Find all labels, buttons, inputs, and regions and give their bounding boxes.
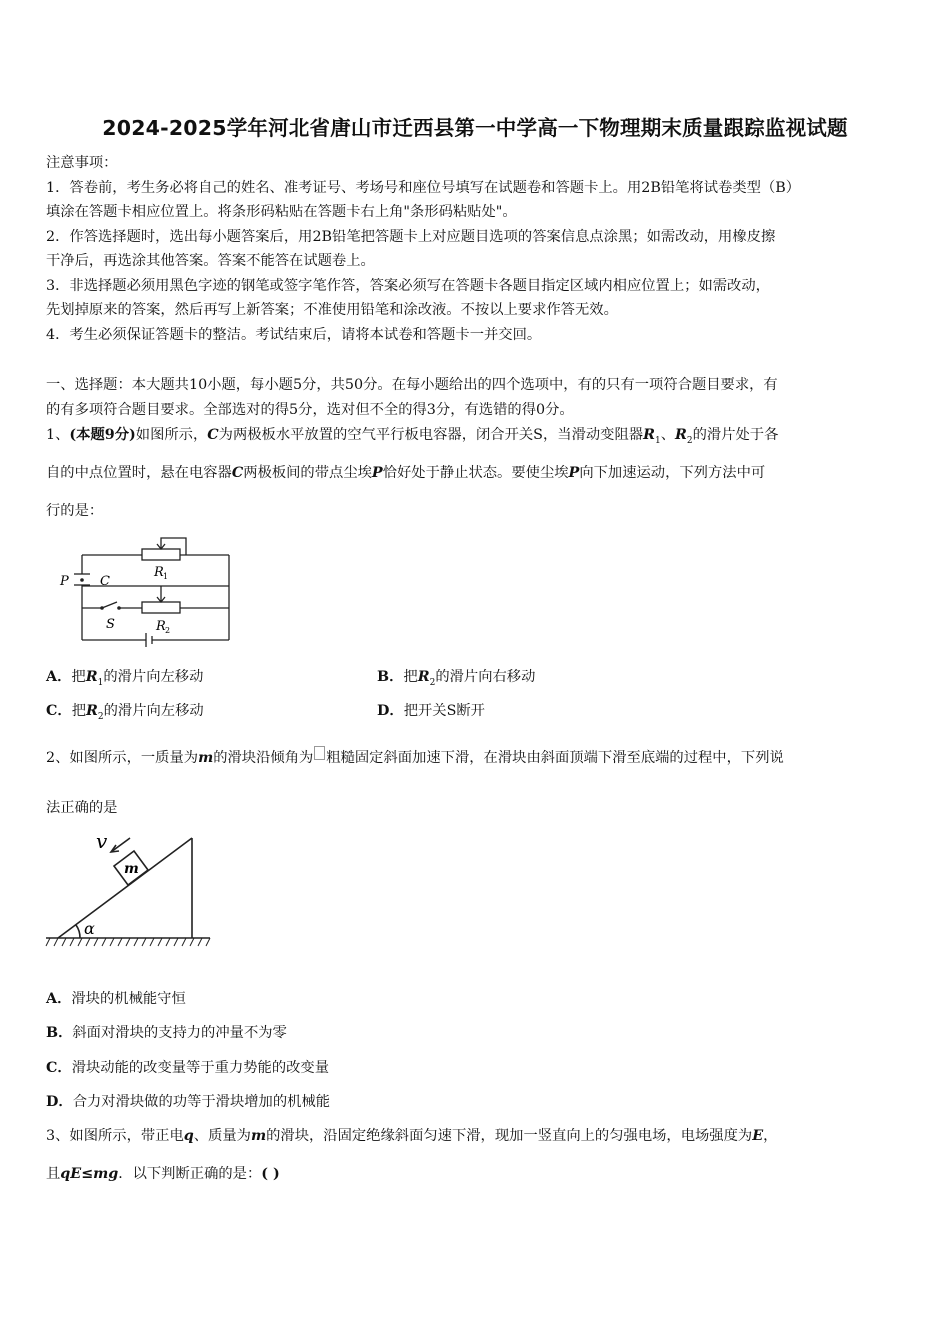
q-text: 如图所示，带正电	[69, 1128, 184, 1144]
q-text: 如图所示，	[135, 427, 208, 443]
label-m: m	[124, 861, 139, 877]
option-text: 把开关S断开	[403, 703, 485, 719]
option-subscript: 1	[97, 677, 104, 688]
option-label: B．	[46, 1025, 73, 1041]
option-symbol: R	[417, 669, 430, 685]
q-symbol: C	[231, 465, 244, 481]
q-text: 且	[46, 1166, 61, 1182]
option-B[interactable]	[46, 1022, 287, 1044]
option-symbol: R	[85, 703, 98, 719]
option-text: 滑块动能的改变量等于重力势能的改变量	[71, 1060, 330, 1076]
q-symbol: P	[568, 465, 580, 481]
option-symbol: R	[85, 669, 98, 685]
q-text: ，	[763, 1128, 778, 1144]
q-text: ．以下判断正确的是：	[118, 1166, 262, 1182]
missing-glyph-icon	[314, 746, 325, 760]
q-symbol: R	[674, 427, 687, 443]
notice-line: 填涂在答题卡相应位置上。将条形码粘贴在答题卡右上角"条形码粘贴处"。	[46, 204, 517, 220]
q-number: 3、	[46, 1128, 70, 1144]
option-text: 的滑片向左移动	[103, 703, 204, 719]
notice-heading: 注意事项：	[46, 155, 118, 171]
option-C[interactable]	[46, 700, 204, 728]
notice-line: 先划掉原来的答案，然后再写上新答案；不准使用铅笔和涂改液。不按以上要求作答无效。	[46, 302, 618, 318]
question-3-stem-line2	[46, 1162, 912, 1187]
label-P: P	[60, 574, 69, 589]
option-subscript: 2	[97, 711, 104, 722]
q-symbol: P	[371, 465, 383, 481]
q-text: 的滑块，沿固定绝缘斜面匀速下滑，现加一竖直向上的匀强电场，电场强度为	[266, 1128, 753, 1144]
label-R2-sub: 2	[165, 626, 171, 635]
notice-line: 4．考生必须保证答题卡的整洁。考试结束后，请将本试卷和答题卡一并交回。	[46, 327, 542, 343]
notice-line: 干净后，再选涂其他答案。答案不能答在试题卷上。	[46, 253, 375, 269]
option-text: 把	[71, 703, 86, 719]
q-tag: (本题9分)	[69, 427, 136, 443]
q-symbol: m	[198, 750, 214, 766]
q-text: 、	[660, 427, 675, 443]
q-text: 的滑块沿倾角为	[213, 750, 314, 766]
circuit-diagram	[52, 530, 242, 650]
option-subscript: 2	[429, 677, 436, 688]
notice-line: 2．作答选择题时，选出每小题答案后，用2B铅笔把答题卡上对应题目选项的答案信息点涂黑；如需改动，用橡皮擦	[46, 229, 776, 245]
option-text: 把	[71, 669, 86, 685]
q-subscript: 2	[686, 435, 693, 446]
option-text: 斜面对滑块的支持力的冲量不为零	[72, 1025, 287, 1041]
option-C[interactable]	[46, 1057, 329, 1079]
option-label: A．	[46, 669, 72, 685]
q-text: 两极板间的带点尘埃	[243, 465, 372, 481]
label-alpha: α	[84, 919, 95, 938]
answer-paren: ( )	[261, 1166, 280, 1182]
q-symbol: C	[207, 427, 219, 443]
question-1-stem-line2	[46, 461, 912, 486]
label-v: v	[96, 829, 108, 853]
section-intro: 的有多项符合题目要求。全部选对的得5分，选对但不全的得3分，有选错的得0分。	[46, 402, 574, 418]
option-text: 的滑片向右移动	[435, 669, 536, 685]
question-2-stem-line2: 法正确的是	[46, 800, 118, 816]
q-text: 恰好处于静止状态。要使尘埃	[382, 465, 569, 481]
question-2-stem	[46, 746, 912, 771]
label-S: S	[106, 617, 115, 632]
option-label: D．	[46, 1094, 73, 1110]
section-intro: 一、选择题：本大题共10小题，每小题5分，共50分。在每小题给出的四个选项中，有的只有一项符合题目要求，有	[46, 377, 778, 393]
option-D[interactable]	[377, 700, 485, 722]
q-symbol: R	[643, 427, 655, 443]
page-title: 2024-2025学年河北省唐山市迁西县第一中学高一下物理期末质量跟踪监视试题	[102, 116, 848, 140]
q-number: 2、	[46, 750, 70, 766]
option-text: 合力对滑块做的功等于滑块增加的机械能	[72, 1094, 331, 1110]
option-label: C．	[46, 1060, 72, 1076]
question-3-stem	[46, 1124, 912, 1149]
incline-diagram	[44, 826, 214, 954]
label-R1-sub: 1	[163, 572, 169, 581]
option-text: 滑块的机械能守恒	[71, 991, 186, 1007]
label-R2: R	[156, 619, 166, 634]
q-text: 粗糙固定斜面加速下滑，在滑块由斜面顶端下滑至底端的过程中，下列说	[326, 750, 784, 766]
q-text: 自的中点位置时，悬在电容器	[46, 465, 232, 481]
notice-line: 1．答卷前，考生务必将自己的姓名、准考证号、考场号和座位号填写在试题卷和答题卡上。用2B铅笔将试卷类型（B）	[46, 180, 801, 196]
q-symbol: qE≤mg	[60, 1166, 119, 1182]
option-label: D．	[377, 703, 404, 719]
q-symbol: E	[752, 1128, 764, 1144]
option-A[interactable]	[46, 988, 186, 1010]
option-label: A．	[46, 991, 72, 1007]
q-symbol: q	[183, 1128, 194, 1144]
q-subscript: 1	[654, 435, 661, 446]
label-R1: R	[154, 565, 164, 580]
question-1-stem-line3: 行的是：	[46, 503, 104, 519]
q-text: 向下加速运动，下列方法中可	[579, 465, 766, 481]
option-A[interactable]	[46, 666, 203, 694]
option-label: C．	[46, 703, 72, 719]
option-text: 的滑片向左移动	[103, 669, 204, 685]
option-B[interactable]	[377, 666, 535, 694]
q-symbol: m	[250, 1128, 267, 1144]
q-number: 1、	[46, 427, 70, 443]
q-text: 为两极板水平放置的空气平行板电容器，闭合开关S，当滑动变阻器	[218, 427, 644, 443]
question-1-stem	[46, 423, 912, 454]
q-text: 如图所示，一质量为	[69, 750, 199, 766]
notice-line: 3．非选择题必须用黑色字迹的钢笔或签字笔作答，答案必须写在答题卡各题目指定区域内相应位置上；如需改动，	[46, 278, 770, 294]
label-C: C	[100, 574, 110, 589]
option-label: B．	[377, 669, 404, 685]
q-text: 、质量为	[193, 1128, 251, 1144]
option-text: 把	[403, 669, 418, 685]
q-text: 的滑片处于各	[692, 427, 779, 443]
option-D[interactable]	[46, 1091, 330, 1113]
